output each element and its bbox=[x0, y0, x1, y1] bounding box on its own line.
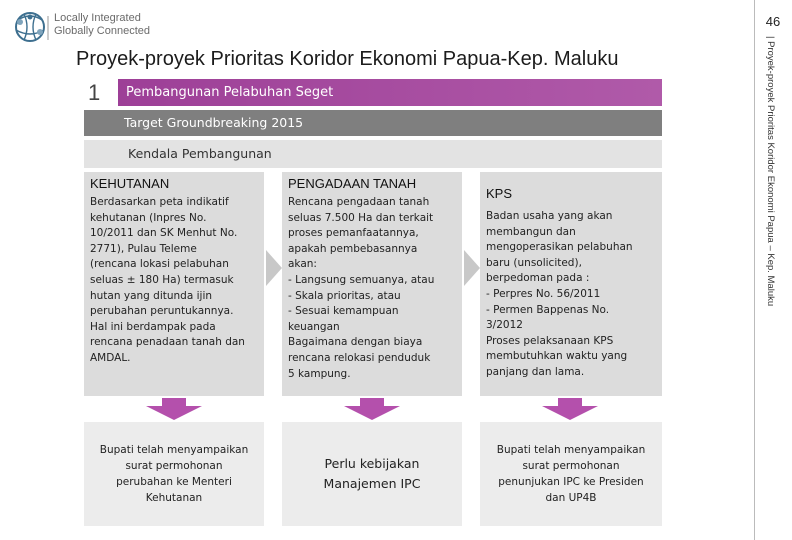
result-box-kehutanan: Bupati telah menyampaikan surat permohonan perubahan ke Menteri Kehutanan bbox=[84, 422, 264, 526]
column-body: Badan usaha yang akan membangun dan mengoperasikan pelabuhan baru (unsolicited), berpedoman pada : - Perpres No. 56/2011 - Permen Bappenas No. 3/2012 Proses pelaksanaan KPS membutuhkan waktu yang panjang dan lama. bbox=[486, 210, 633, 378]
column-body: Berdasarkan peta indikatif kehutanan (Inpres No. 10/2011 dan SK Menhut No. 2771), Pulau Teleme (rencana lokasi pelabuhan seluas ± 180 Ha) termasuk hutan yang ditunda ijin perubahan peruntukannya. Hal ini berdampak pada rencana penadaan tanah dan AMDAL. bbox=[90, 196, 245, 364]
project-name-bar: Pembangunan Pelabuhan Seget bbox=[118, 79, 662, 106]
page-number: 46 bbox=[765, 14, 781, 29]
logo-line-1: Locally Integrated bbox=[54, 12, 141, 24]
target-bar: Target Groundbreaking 2015 bbox=[84, 110, 662, 136]
side-label: | Proyek-proyek Prioritas Koridor Ekonomi Papua – Kep. Maluku bbox=[765, 36, 776, 307]
result-box-pengadaan: Perlu kebijakan Manajemen IPC bbox=[282, 422, 462, 526]
column-body: Rencana pengadaan tanah seluas 7.500 Ha dan terkait proses pemanfaatannya, apakah pembebasannya akan: - Langsung semuanya, atau - Skala prioritas, atau - Sesuai kemampuan keuangan Bagaimana dengan biaya rencana relokasi penduduk 5 kampung. bbox=[288, 196, 435, 380]
column-heading: KEHUTANAN bbox=[90, 176, 170, 191]
column-kps bbox=[480, 172, 662, 396]
result-box-kps: Bupati telah menyampaikan surat permohonan penunjukan IPC ke Presiden dan UP4B bbox=[480, 422, 662, 526]
logo-line-2: Globally Connected bbox=[54, 25, 151, 37]
chevron-right-icon bbox=[266, 250, 282, 286]
kendala-bar: Kendala Pembangunan bbox=[84, 140, 662, 168]
project-number: 1 bbox=[88, 80, 101, 105]
page-title: Proyek-proyek Prioritas Koridor Ekonomi Papua-Kep. Maluku bbox=[76, 48, 619, 70]
column-heading: PENGADAAN TANAH bbox=[288, 176, 417, 191]
column-pengadaan-tanah bbox=[282, 172, 462, 396]
column-heading: KPS bbox=[486, 186, 513, 201]
down-arrow-icon bbox=[344, 398, 400, 420]
down-arrow-icon bbox=[146, 398, 202, 420]
down-arrow-icon bbox=[542, 398, 598, 420]
chevron-right-icon bbox=[464, 250, 480, 286]
column-kehutanan bbox=[84, 172, 264, 396]
logo-text bbox=[54, 12, 150, 38]
